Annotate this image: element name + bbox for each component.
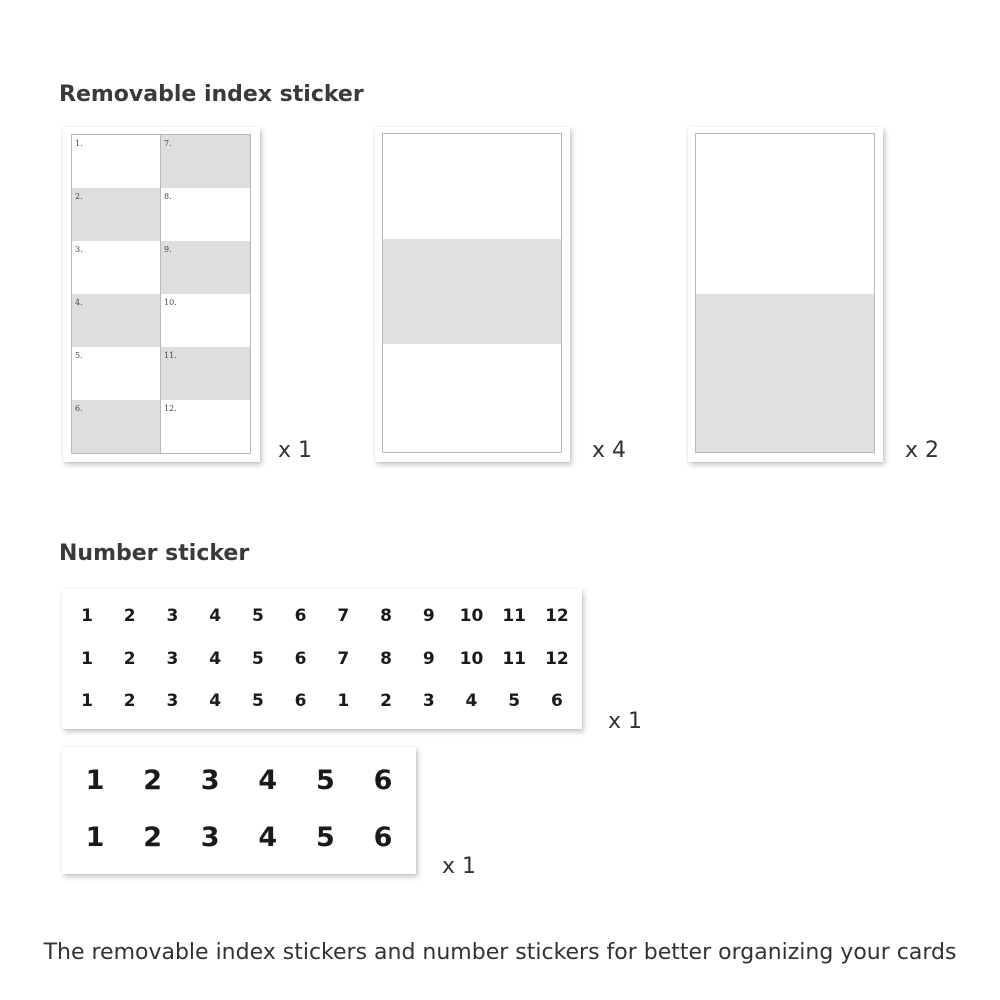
number-label: 6 — [294, 649, 307, 669]
caption: The removable index stickers and number stickers for better organizing your cards — [43, 940, 957, 965]
index-cell-label: 1. — [75, 139, 83, 148]
index-cell-12 — [161, 400, 250, 453]
number-label: 1 — [85, 822, 105, 853]
index-sticker-two-band-card — [688, 127, 883, 462]
number-label: 4 — [209, 606, 222, 626]
index-gray-band — [696, 294, 874, 453]
number-row — [75, 765, 403, 796]
index-cell-label: 12. — [164, 404, 177, 413]
index-sticker-two-band-panel — [695, 133, 875, 453]
number-label: 3 — [200, 822, 220, 853]
number-label: 5 — [315, 765, 335, 796]
number-label: 3 — [166, 691, 179, 711]
index-three-band-quantity: x 4 — [592, 438, 627, 463]
number-label: 1 — [85, 765, 105, 796]
number-label: 9 — [422, 649, 435, 669]
number-row — [75, 822, 403, 853]
index-cell-8 — [161, 188, 250, 241]
number-label: 6 — [294, 691, 307, 711]
number-label: 2 — [123, 649, 136, 669]
index-cell-6 — [72, 400, 161, 453]
index-cell-1 — [72, 135, 161, 188]
number-label: 4 — [209, 691, 222, 711]
number-label: 3 — [422, 691, 435, 711]
index-cell-label: 5. — [75, 351, 83, 360]
index-sticker-three-band-panel — [382, 133, 562, 453]
number-label: 3 — [200, 765, 220, 796]
number-label: 5 — [251, 691, 264, 711]
number-sticker-heading: Number sticker — [59, 541, 250, 566]
index-gray-band — [383, 239, 561, 344]
index-12-cell-quantity: x 1 — [278, 438, 313, 463]
index-cell-11 — [161, 347, 250, 400]
number-row — [69, 649, 575, 669]
index-sticker-heading: Removable index sticker — [59, 82, 364, 107]
index-cell-label: 7. — [164, 139, 172, 148]
number-label: 4 — [465, 691, 478, 711]
index-cell-10 — [161, 294, 250, 347]
index-cell-label: 2. — [75, 192, 83, 201]
number-sticker-small-sheet — [62, 589, 582, 729]
number-label: 1 — [81, 691, 93, 711]
index-cell-label: 10. — [164, 298, 177, 307]
number-label: 2 — [143, 765, 162, 796]
number-label: 6 — [294, 606, 307, 626]
number-label: 8 — [380, 649, 392, 669]
number-row — [69, 606, 575, 626]
index-cell-label: 6. — [75, 404, 83, 413]
number-label: 11 — [502, 649, 527, 669]
number-label: 3 — [166, 606, 179, 626]
number-label: 5 — [251, 649, 264, 669]
number-label: 5 — [508, 691, 521, 711]
index-cell-label: 3. — [75, 245, 83, 254]
number-label: 2 — [123, 606, 136, 626]
number-label: 10 — [459, 649, 484, 669]
index-cell-2 — [72, 188, 161, 241]
number-sticker-large-sheet — [62, 747, 416, 874]
index-cell-label: 8. — [164, 192, 172, 201]
number-row — [69, 691, 575, 711]
number-label: 7 — [337, 649, 350, 669]
number-label: 4 — [258, 765, 278, 796]
number-label: 8 — [380, 606, 392, 626]
index-cell-4 — [72, 294, 161, 347]
number-label: 5 — [315, 822, 335, 853]
number-label: 10 — [459, 606, 484, 626]
number-label: 6 — [550, 691, 563, 711]
number-label: 6 — [373, 822, 393, 853]
number-label: 11 — [502, 606, 527, 626]
number-label: 7 — [337, 606, 350, 626]
number-label: 2 — [143, 822, 162, 853]
number-label: 5 — [251, 606, 264, 626]
number-label: 12 — [545, 606, 569, 626]
number-label: 3 — [166, 649, 179, 669]
number-label: 2 — [380, 691, 392, 711]
index-sticker-12-cell-grid — [71, 134, 251, 454]
number-large-sheet-quantity: x 1 — [442, 854, 477, 879]
number-label: 4 — [258, 822, 278, 853]
number-label: 1 — [81, 649, 93, 669]
number-label: 4 — [209, 649, 222, 669]
number-small-sheet-quantity: x 1 — [608, 709, 643, 734]
index-cell-9 — [161, 241, 250, 294]
index-sticker-three-band-card — [375, 127, 570, 462]
index-cell-label: 4. — [75, 298, 83, 307]
number-label: 12 — [545, 649, 569, 669]
index-cell-3 — [72, 241, 161, 294]
index-cell-label: 9. — [164, 245, 172, 254]
number-label: 1 — [81, 606, 93, 626]
number-label: 1 — [337, 691, 350, 711]
index-two-band-quantity: x 2 — [905, 438, 940, 463]
index-cell-7 — [161, 135, 250, 188]
number-label: 9 — [422, 606, 435, 626]
index-cell-5 — [72, 347, 161, 400]
number-label: 6 — [373, 765, 393, 796]
index-cell-label: 11. — [164, 351, 177, 360]
index-sticker-12-cell-card — [63, 127, 260, 462]
number-label: 2 — [123, 691, 136, 711]
